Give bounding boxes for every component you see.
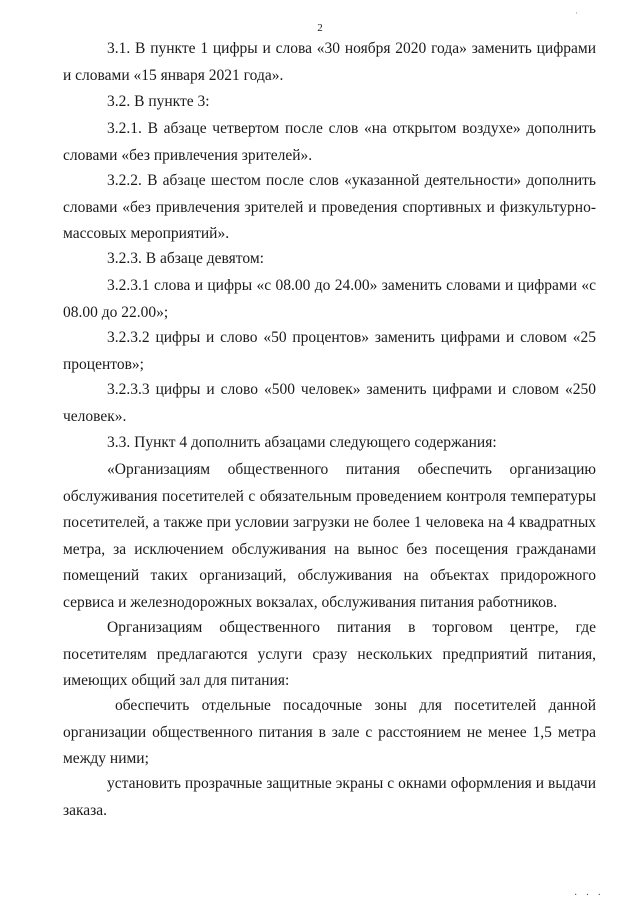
paragraph-protective-screens: установить прозрачные защитные экраны с окнами оформления и выдачи заказа. [63,775,596,819]
scan-mark-corner: · · · [574,890,604,901]
page-number: 2 [317,22,323,34]
paragraph-3-1: 3.1. В пункте 1 цифры и слова «30 ноября 2020 года» заменить цифрами и словами «15 января 2021 года». [63,40,596,84]
paragraph-seating-zones: обеспечить отдельные посадочные зоны для посетителей данной организации общественного питания в зале с расстоянием не менее 1,5 метра между ними; [63,697,596,767]
paragraph-3-3: 3.3. Пункт 4 дополнить абзацами следующего содержания: [107,434,497,451]
paragraph-shopping-center: Организациям общественного питания в торговом центре, где посетителям предлагаются услуги сразу нескольких предприятий питания, имеющих общий зал для питания: [63,619,596,689]
paragraph-3-2-3-1: 3.2.3.1 слова и цифры «с 08.00 до 24.00» заменить словами и цифрами «с 08.00 до 22.00»; [63,277,596,321]
paragraph-3-2: 3.2. В пункте 3: [107,93,210,110]
paragraph-3-2-2: 3.2.2. В абзаце шестом после слов «указанной деятельности» дополнить словами «без привлечения зрителей и проведения спортивных и физкультурно-массовых мероприятий». [63,172,596,242]
paragraph-3-2-3: 3.2.3. В абзаце девятом: [107,250,264,267]
paragraph-3-2-1: 3.2.1. В абзаце четвертом после слов «на открытом воздухе» дополнить словами «без привлечения зрителей». [63,120,596,164]
scan-mark-top: · [575,8,578,18]
paragraph-quote-food-service: «Организациям общественного питания обеспечить организацию обслуживания посетителей с обязательным проведением контроля температуры посетителей, а также при условии загрузки не более 1 человека на 4 квадратных метра, за исключением обслуживания на вынос без посещения гражданами помещений таких организаций, обслуживания на объектах придорожного сервиса и железнодорожных вокзалах, обслуживания питания работников. [63,461,596,611]
paragraph-3-2-3-2: 3.2.3.2 цифры и слово «50 процентов» заменить цифрами и словом «25 процентов»; [63,329,596,373]
paragraph-3-2-3-3: 3.2.3.3 цифры и слово «500 человек» заменить цифрами и словом «250 человек». [63,381,596,425]
